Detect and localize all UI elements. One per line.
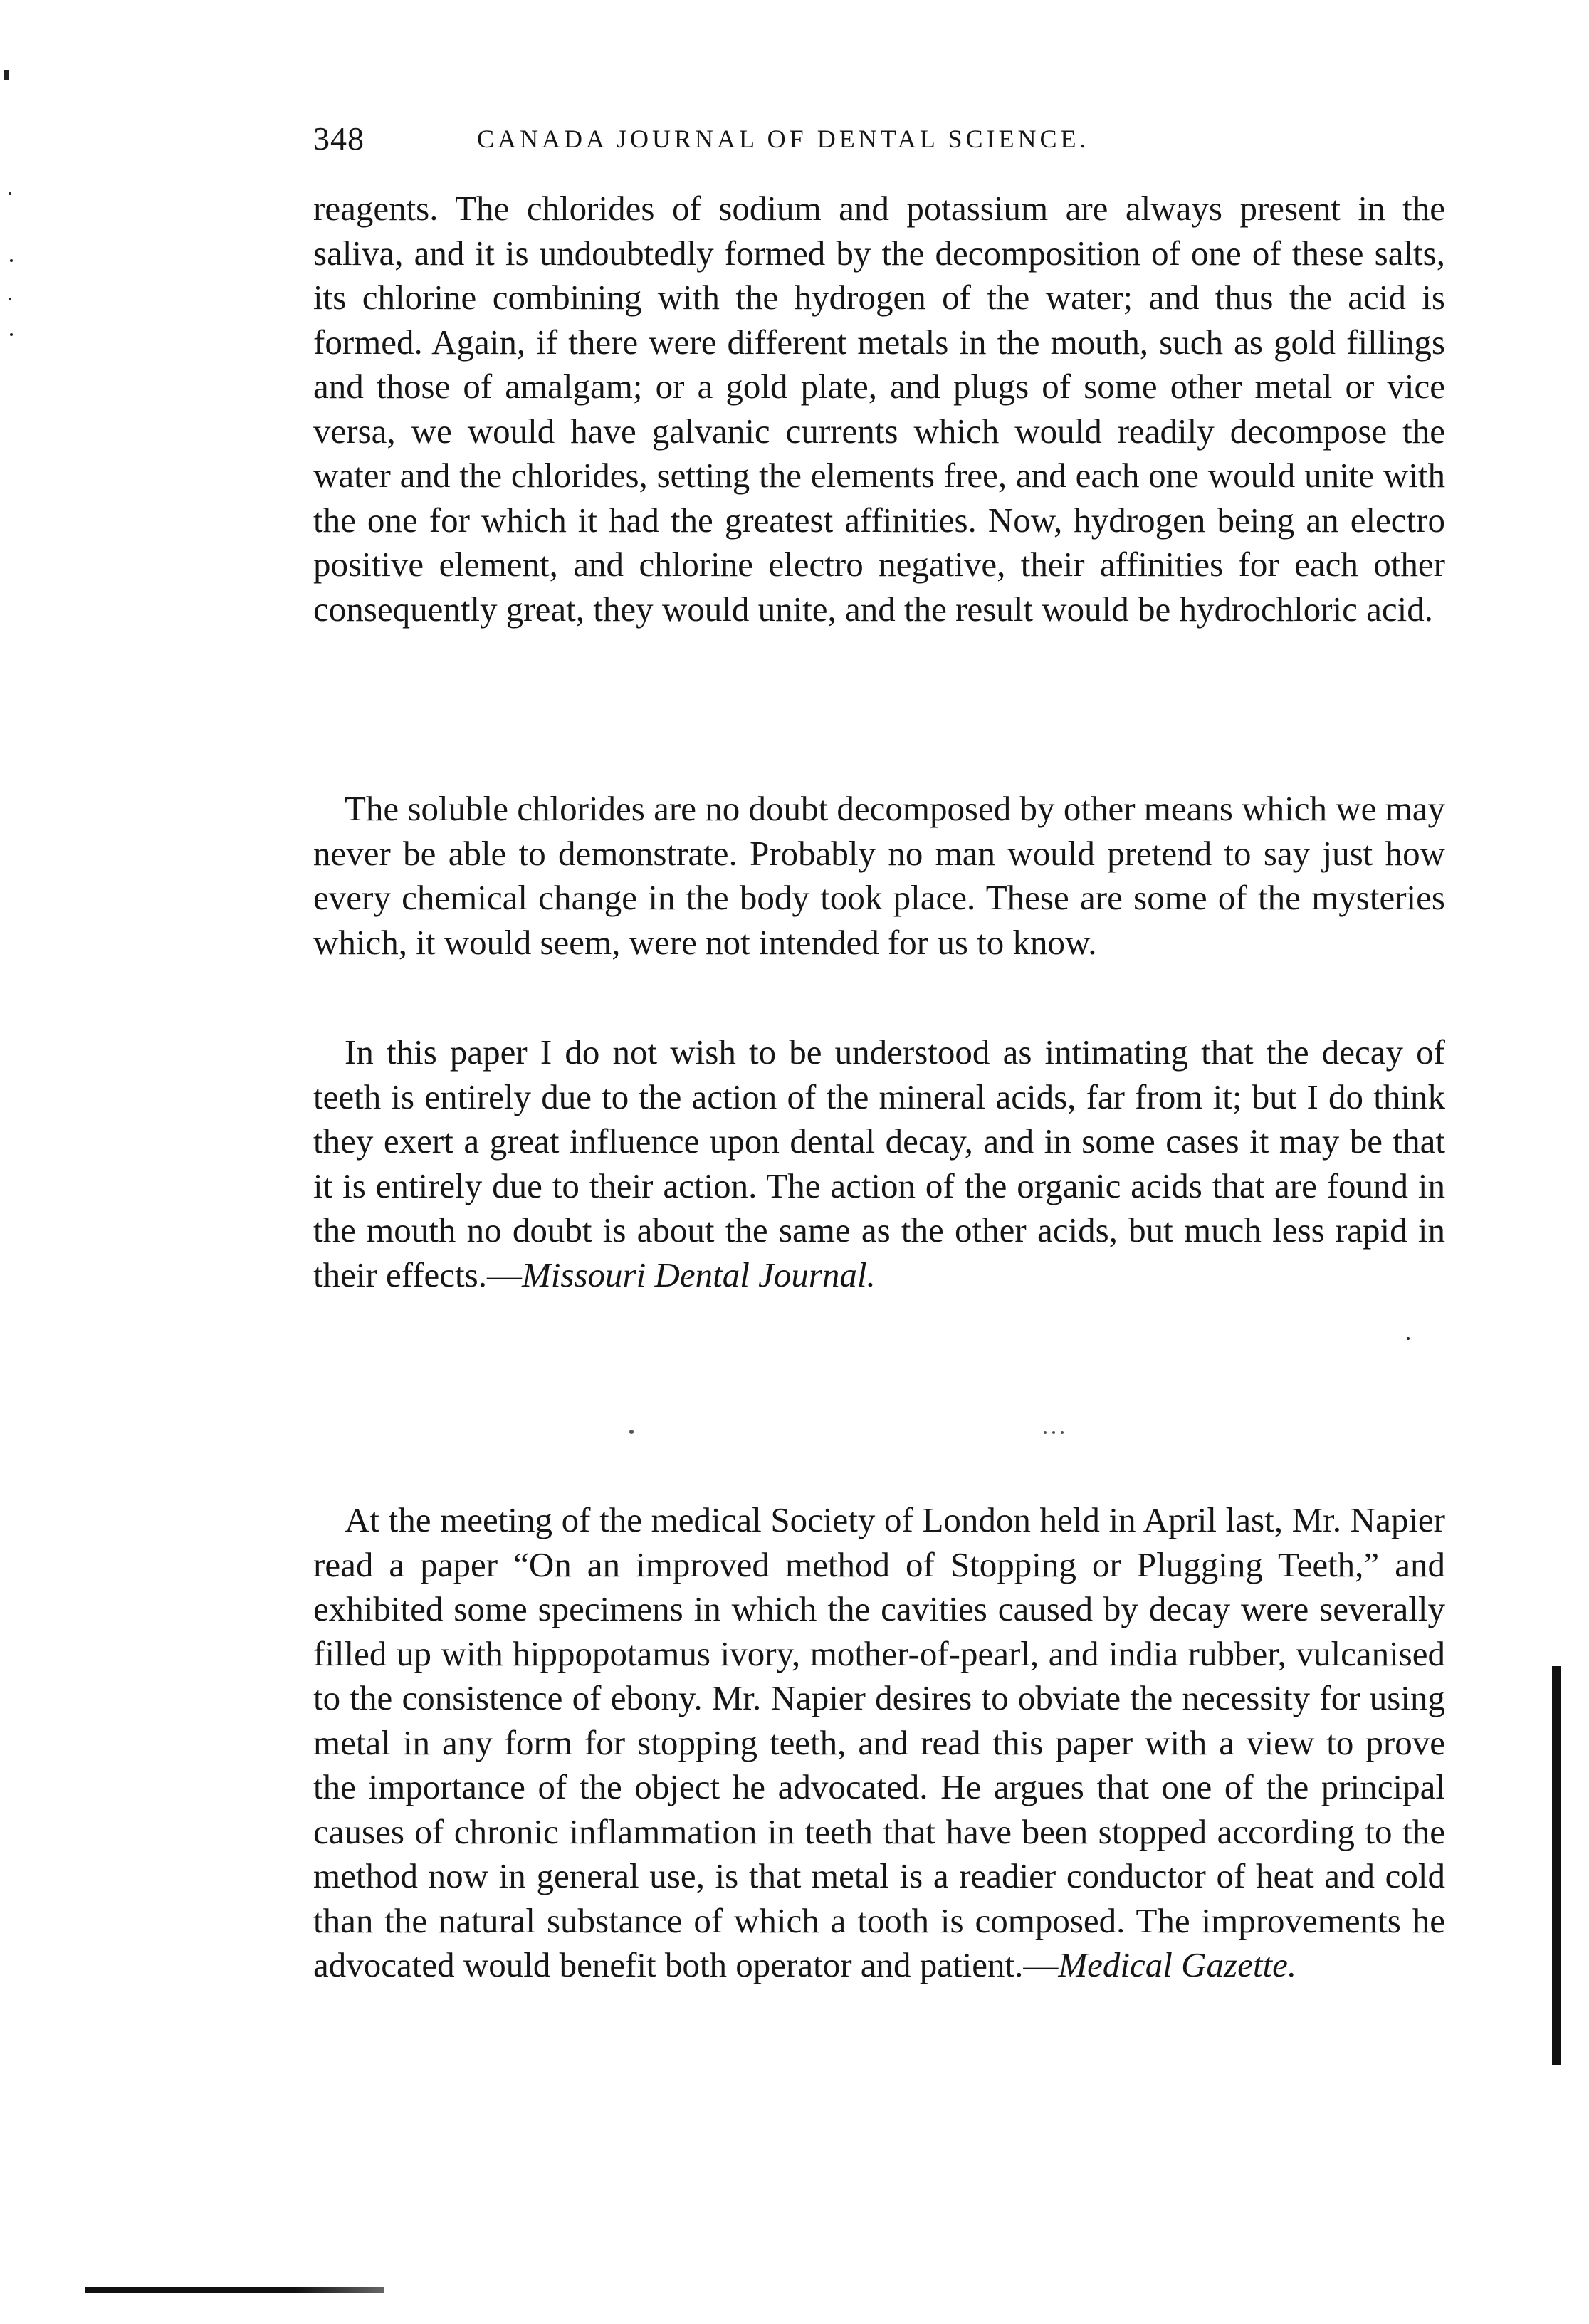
margin-mark-3 (9, 298, 11, 300)
paragraph-soluble-chlorides-text: The soluble chlorides are no doubt decomposed by other means which we may never be able to demonstrate. Probably no man would pretend to say just how every chemical change in the body took place. These are some of the mysteries which, it would seem, were not intended for us to know. (313, 789, 1445, 962)
citation-medical-gazette: Medical Gazette. (1058, 1945, 1297, 1984)
paragraph-decay-of-teeth (313, 1030, 1445, 1297)
paragraph-reagents-text: reagents. The chlorides of sodium and potassium are always present in the saliva, and it is undoubtedly formed by the decomposition of one of these salts, its chlorine combining with the hydrogen of the water; and thus the acid is formed. Again, if there were different metals in the mouth, such as gold fillings and those of amalgam; or a gold plate, and plugs of some other metal or vice versa, we would have galvanic currents which would readily decompose the water and the chlorides, setting the elements free, and each one would unite with the one for which it had the greatest affinities. Now, hydrogen being an electro positive element, and chlorine electro negative, their affinities for each other consequently great, they would unite, and the result would be hydrochloric acid. (313, 189, 1445, 629)
section-divider-dot-right-1 (1044, 1431, 1047, 1434)
section-divider-dot-right-2 (1052, 1431, 1055, 1434)
paragraph-decay-of-teeth-text: In this paper I do not wish to be understood as intimating that the decay of teeth is entirely due to the action of the mineral acids, far from it; but I do think they exert a great influence upon dental decay, and in some cases it may be that it is entirely due to their action. The action of the organic acids that are found in the mouth no doubt is about the same as the other acids, but much less rapid in their effects.— (313, 1032, 1445, 1294)
margin-mark-2 (10, 259, 13, 262)
paragraph-medical-society-text: At the meeting of the medical Society of London held in April last, Mr. Napier read a paper “On an improved method of Stopping or Plugging Teeth,” and exhibited some specimens in which the cavities caused by decay were severally filled up with hippopotamus ivory, mother-of-pearl, and india rubber, vulcanised to the consistence of ebony. Mr. Napier desires to obviate the necessity for using metal in any form for stopping teeth, and read this paper with a view to prove the importance of the object he advocated. He argues that one of the principal causes of chronic inflammation in teeth that have been stopped according to the method now in general use, is that metal is a readier conductor of heat and cold than the natural substance of which a tooth is composed. The improvements he advocated would benefit both operator and patient.— (313, 1500, 1445, 1984)
margin-mark-top (4, 70, 9, 80)
margin-mark-1 (9, 192, 11, 195)
margin-mark-5 (1407, 1337, 1410, 1340)
paragraph-medical-society (313, 1498, 1445, 1988)
bottom-rule (85, 2287, 384, 2293)
margin-vertical-bar (1552, 1666, 1561, 2065)
section-divider-dot-right-3 (1061, 1431, 1064, 1434)
margin-mark-4 (10, 333, 13, 336)
page-number: 348 (313, 120, 365, 157)
paragraph-soluble-chlorides (313, 787, 1445, 965)
section-divider-dot-left (629, 1430, 634, 1434)
page-header (313, 114, 1452, 171)
paragraph-reagents (313, 187, 1445, 632)
citation-missouri-dental-journal: Missouri Dental Journal. (521, 1255, 876, 1294)
running-head: CANADA JOURNAL OF DENTAL SCIENCE. (477, 125, 1090, 153)
